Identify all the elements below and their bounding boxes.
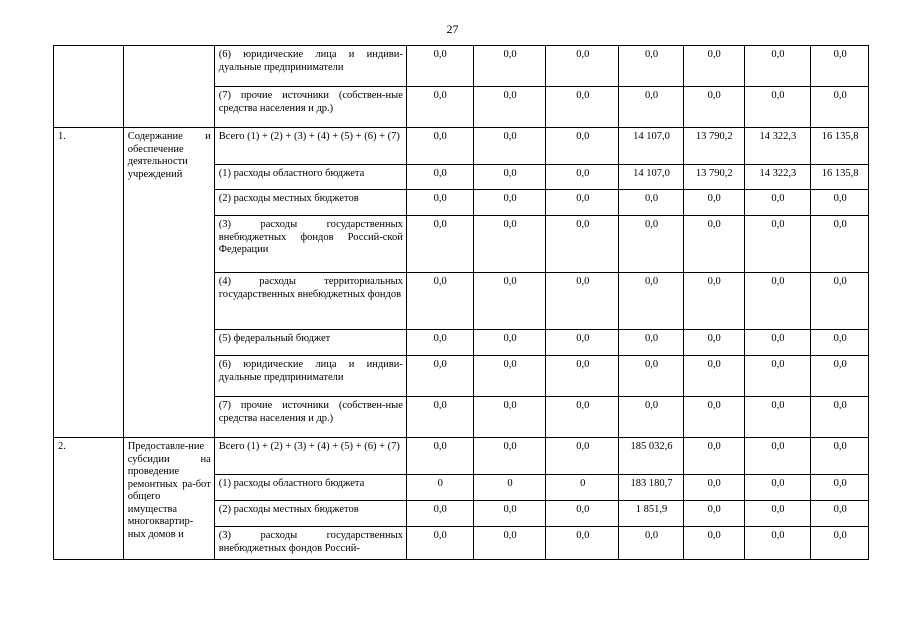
funding-source-cell: Всего (1) + (2) + (3) + (4) + (5) + (6) + (7) [214, 438, 406, 475]
value-cell: 0,0 [406, 190, 473, 216]
table-row [54, 128, 869, 165]
row-number-cell: 2. [54, 438, 124, 560]
value-cell: 0,0 [406, 87, 473, 128]
value-cell: 13 790,2 [683, 128, 744, 165]
value-cell: 0,0 [811, 87, 869, 128]
table-row [54, 46, 869, 87]
funding-source-cell: (3) расходы государственных внебюджетных фондов Россий- [214, 527, 406, 560]
table-row [54, 438, 869, 475]
value-cell: 0,0 [683, 190, 744, 216]
value-cell: 0,0 [744, 190, 811, 216]
value-cell: 0,0 [811, 190, 869, 216]
value-cell: 0,0 [546, 216, 619, 273]
value-cell: 0,0 [619, 356, 684, 397]
value-cell: 0,0 [744, 501, 811, 527]
value-cell: 0 [473, 475, 546, 501]
value-cell: 0,0 [406, 273, 473, 330]
value-cell: 0,0 [473, 165, 546, 190]
value-cell: 0,0 [406, 216, 473, 273]
value-cell: 0,0 [744, 87, 811, 128]
value-cell: 0,0 [546, 527, 619, 560]
value-cell: 0,0 [683, 475, 744, 501]
value-cell: 0,0 [811, 438, 869, 475]
budget-table [53, 45, 869, 560]
activity-name-cell: Предоставле-ние субсидии на проведение ремонтных ра-бот общего имущества многоквартир-ных домов и [123, 438, 214, 560]
value-cell: 1 851,9 [619, 501, 684, 527]
value-cell: 14 107,0 [619, 165, 684, 190]
value-cell: 0,0 [473, 397, 546, 438]
value-cell: 0,0 [683, 216, 744, 273]
value-cell: 13 790,2 [683, 165, 744, 190]
value-cell: 0,0 [811, 356, 869, 397]
activity-name-cell [123, 46, 214, 128]
funding-source-cell: Всего (1) + (2) + (3) + (4) + (5) + (6) + (7) [214, 128, 406, 165]
value-cell: 0,0 [473, 330, 546, 356]
funding-source-cell: (4) расходы территориальных государственных внебюджетных фондов [214, 273, 406, 330]
value-cell: 0,0 [619, 330, 684, 356]
value-cell: 0,0 [683, 356, 744, 397]
value-cell: 0,0 [546, 87, 619, 128]
value-cell: 0,0 [744, 397, 811, 438]
value-cell: 0,0 [546, 397, 619, 438]
value-cell: 0,0 [619, 87, 684, 128]
value-cell: 0,0 [473, 356, 546, 397]
value-cell: 0,0 [744, 273, 811, 330]
value-cell: 0,0 [811, 475, 869, 501]
value-cell: 0,0 [811, 397, 869, 438]
table-body [54, 46, 869, 560]
value-cell: 0,0 [683, 273, 744, 330]
value-cell: 0,0 [546, 356, 619, 397]
value-cell: 0,0 [546, 46, 619, 87]
value-cell: 0,0 [546, 190, 619, 216]
funding-source-cell: (7) прочие источники (собствен-ные средства населения и др.) [214, 87, 406, 128]
value-cell: 0,0 [406, 330, 473, 356]
value-cell: 0,0 [473, 87, 546, 128]
value-cell: 0,0 [406, 527, 473, 560]
value-cell: 0,0 [406, 501, 473, 527]
value-cell: 0,0 [546, 165, 619, 190]
funding-source-cell: (3) расходы государственных внебюджетных фондов Россий-ской Федерации [214, 216, 406, 273]
value-cell: 0,0 [683, 330, 744, 356]
funding-source-cell: (6) юридические лица и индиви-дуальные предприниматели [214, 46, 406, 87]
value-cell: 16 135,8 [811, 128, 869, 165]
value-cell: 0,0 [683, 46, 744, 87]
value-cell: 0,0 [683, 87, 744, 128]
value-cell: 0,0 [811, 46, 869, 87]
value-cell: 0,0 [546, 501, 619, 527]
value-cell: 0,0 [744, 216, 811, 273]
funding-source-cell: (5) федеральный бюджет [214, 330, 406, 356]
value-cell: 0,0 [811, 273, 869, 330]
value-cell: 0,0 [406, 46, 473, 87]
value-cell: 0,0 [406, 397, 473, 438]
value-cell: 0,0 [406, 165, 473, 190]
activity-name-cell: Содержание и обеспечение деятельности учреждений [123, 128, 214, 438]
funding-source-cell: (1) расходы областного бюджета [214, 165, 406, 190]
value-cell: 0,0 [744, 438, 811, 475]
value-cell: 0,0 [406, 356, 473, 397]
value-cell: 0,0 [473, 190, 546, 216]
value-cell: 0,0 [619, 190, 684, 216]
value-cell: 0,0 [619, 397, 684, 438]
funding-source-cell: (7) прочие источники (собствен-ные средства населения и др.) [214, 397, 406, 438]
funding-source-cell: (1) расходы областного бюджета [214, 475, 406, 501]
value-cell: 0,0 [683, 438, 744, 475]
value-cell: 0,0 [406, 438, 473, 475]
value-cell: 0,0 [744, 330, 811, 356]
value-cell: 0,0 [473, 216, 546, 273]
value-cell: 0,0 [406, 128, 473, 165]
value-cell: 0,0 [744, 475, 811, 501]
value-cell: 185 032,6 [619, 438, 684, 475]
value-cell: 0,0 [546, 128, 619, 165]
page-number: 27 [446, 22, 459, 36]
value-cell: 0 [406, 475, 473, 501]
value-cell: 0,0 [683, 501, 744, 527]
value-cell: 0,0 [683, 527, 744, 560]
funding-source-cell: (2) расходы местных бюджетов [214, 190, 406, 216]
row-number-cell: 1. [54, 128, 124, 438]
value-cell: 0,0 [619, 527, 684, 560]
funding-source-cell: (2) расходы местных бюджетов [214, 501, 406, 527]
value-cell: 0,0 [744, 356, 811, 397]
value-cell: 0,0 [546, 438, 619, 475]
value-cell: 183 180,7 [619, 475, 684, 501]
value-cell: 0,0 [473, 438, 546, 475]
value-cell: 0,0 [473, 273, 546, 330]
value-cell: 0,0 [811, 501, 869, 527]
row-number-cell [54, 46, 124, 128]
value-cell: 0,0 [546, 273, 619, 330]
value-cell: 0 [546, 475, 619, 501]
value-cell: 0,0 [811, 330, 869, 356]
value-cell: 0,0 [744, 46, 811, 87]
value-cell: 14 322,3 [744, 128, 811, 165]
value-cell: 0,0 [473, 527, 546, 560]
value-cell: 0,0 [473, 501, 546, 527]
value-cell: 0,0 [473, 46, 546, 87]
value-cell: 14 107,0 [619, 128, 684, 165]
value-cell: 14 322,3 [744, 165, 811, 190]
value-cell: 0,0 [811, 216, 869, 273]
value-cell: 0,0 [619, 216, 684, 273]
value-cell: 0,0 [546, 330, 619, 356]
value-cell: 0,0 [619, 46, 684, 87]
value-cell: 0,0 [744, 527, 811, 560]
value-cell: 0,0 [473, 128, 546, 165]
value-cell: 16 135,8 [811, 165, 869, 190]
value-cell: 0,0 [619, 273, 684, 330]
funding-source-cell: (6) юридические лица и индиви-дуальные предприниматели [214, 356, 406, 397]
value-cell: 0,0 [683, 397, 744, 438]
value-cell: 0,0 [811, 527, 869, 560]
